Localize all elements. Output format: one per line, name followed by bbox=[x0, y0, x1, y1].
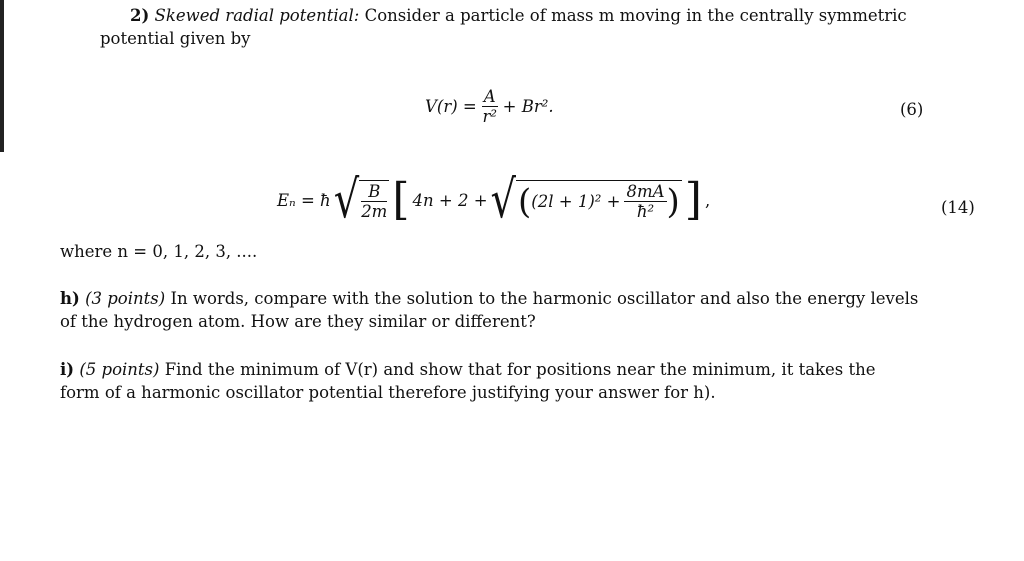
problem-intro-line1: Consider a particle of mass m moving in the centrally symmetric bbox=[364, 6, 907, 25]
where-line: where n = 0, 1, 2, 3, .... bbox=[60, 242, 258, 261]
problem-header bbox=[130, 6, 907, 25]
eq6-rest: + Br². bbox=[502, 97, 554, 117]
eq14-frac1 bbox=[361, 183, 387, 221]
part-h-points: (3 points) bbox=[85, 289, 166, 308]
eq14-frac1-den: 2m bbox=[361, 202, 388, 221]
eq6-number: (6) bbox=[900, 100, 924, 119]
part-h-text1: In words, compare with the solution to the harmonic oscillator and also the energy levels bbox=[170, 289, 919, 308]
left-paren: ( bbox=[518, 181, 532, 222]
eq14-bracket-inner: 4n + 2 + bbox=[412, 190, 488, 210]
eq14-trail: , bbox=[704, 190, 711, 210]
eq6-frac-num: A bbox=[483, 87, 496, 106]
eq6-lhs: V(r) = bbox=[425, 97, 477, 117]
eq14-number: (14) bbox=[941, 198, 975, 217]
eq14-inner-term: (2l + 1)² + bbox=[531, 192, 621, 211]
problem-number: 2) bbox=[130, 6, 150, 25]
eq6-frac-den: r² bbox=[482, 107, 497, 127]
sqrt-symbol: √ bbox=[333, 169, 360, 230]
sqrt-symbol: √ bbox=[490, 169, 517, 230]
left-margin-rule bbox=[0, 0, 4, 152]
part-i-text1: Find the minimum of V(r) and show that for positions near the minimum, it takes the bbox=[164, 360, 876, 379]
equation-14 bbox=[277, 169, 711, 230]
eq6-fraction bbox=[482, 88, 498, 126]
eq14-frac1-num: B bbox=[361, 183, 387, 202]
part-h-label: h) bbox=[60, 289, 80, 308]
eq14-frac2-num: 8mA bbox=[626, 181, 665, 201]
eq14-lhs: Eₙ = ħ bbox=[277, 190, 331, 210]
eq14-frac2 bbox=[624, 183, 666, 221]
eq14-frac2-den: ħ² bbox=[636, 202, 655, 221]
right-paren: ) bbox=[666, 181, 680, 222]
equation-6 bbox=[425, 88, 554, 126]
left-bracket: [ bbox=[392, 174, 410, 225]
part-i-line1 bbox=[60, 360, 876, 379]
eq14-inner-sqrt bbox=[490, 169, 682, 230]
right-bracket: ] bbox=[684, 174, 702, 225]
part-i-label: i) bbox=[60, 360, 75, 379]
part-h-line1 bbox=[60, 289, 918, 308]
problem-intro-line2: potential given by bbox=[100, 29, 251, 48]
problem-title: Skewed radial potential: bbox=[154, 6, 360, 25]
part-h-line2: of the hydrogen atom. How are they similar or different? bbox=[60, 312, 536, 331]
eq14-outer-sqrt bbox=[333, 169, 390, 230]
part-i-line2: form of a harmonic oscillator potential therefore justifying your answer for h). bbox=[60, 383, 716, 402]
part-i-points: (5 points) bbox=[79, 360, 160, 379]
